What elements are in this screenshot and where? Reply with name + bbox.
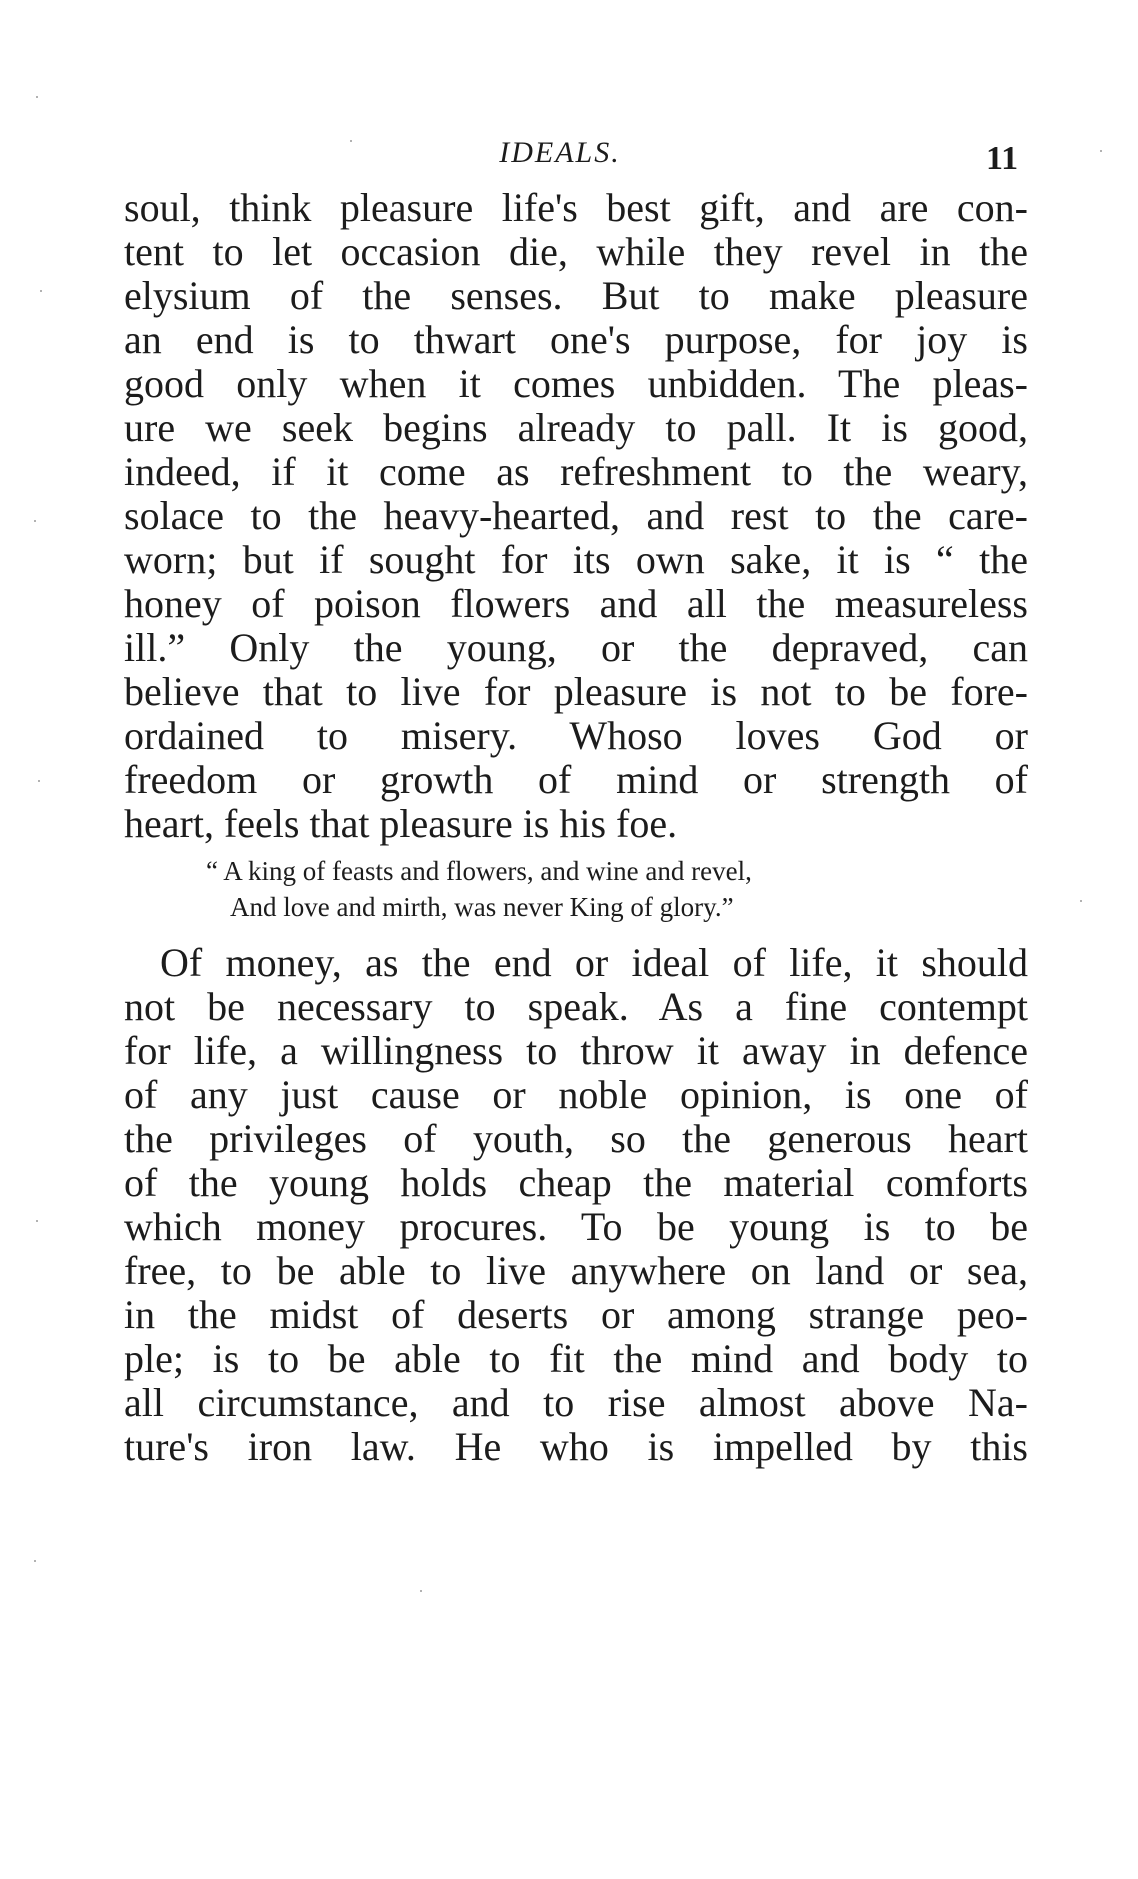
verse-line: And love and mirth, was never King of glory.” [230,892,734,922]
text-line: freedom or growth of mind or strength of [124,757,1028,802]
scan-speck [1100,150,1102,152]
text-line: Of money, as the end or ideal of life, it should [160,940,1028,985]
scan-speck [40,290,42,292]
text-line: an end is to thwart one's purpose, for joy is [124,317,1028,362]
text-line: ill.” Only the young, or the depraved, can [124,625,1028,670]
text-line: ordained to misery. Whoso loves God or [124,713,1028,758]
text-line: honey of poison flowers and all the measureless [124,581,1028,626]
text-line: all circumstance, and to rise almost above Na- [124,1380,1028,1425]
text-line: tent to let occasion die, while they revel in the [124,229,1028,274]
text-line: the privileges of youth, so the generous heart [124,1116,1028,1161]
scan-speck [420,1590,422,1592]
text-line: indeed, if it come as refreshment to the weary, [124,449,1028,494]
text-line: ure we seek begins already to pall. It is good, [124,405,1028,450]
text-line: of any just cause or noble opinion, is one of [124,1072,1028,1117]
text-line: not be necessary to speak. As a fine contempt [124,984,1028,1029]
text-line: which money procures. To be young is to be [124,1204,1028,1249]
scan-speck [1080,900,1082,902]
running-title: IDEALS. [499,136,621,169]
text-line: for life, a willingness to throw it away in defence [124,1028,1028,1073]
scan-speck [34,1560,36,1562]
scan-speck [38,780,40,782]
text-line: in the midst of deserts or among strange peo- [124,1292,1028,1337]
text-line: solace to the heavy-hearted, and rest to the care- [124,493,1028,538]
text-line: ple; is to be able to fit the mind and body to [124,1336,1028,1381]
text-line: free, to be able to live anywhere on land or sea, [124,1248,1028,1293]
text-line: soul, think pleasure life's best gift, and are con- [124,185,1028,230]
scan-speck [36,1220,38,1222]
page-number: 11 [986,140,1019,177]
scan-speck [34,520,36,522]
text-line: ture's iron law. He who is impelled by this [124,1424,1028,1469]
text-line: worn; but if sought for its own sake, it is “ the [124,537,1028,582]
text-line: elysium of the senses. But to make pleasure [124,273,1028,318]
scan-speck [350,140,352,142]
verse-line: “ A king of feasts and flowers, and wine and revel, [206,856,752,886]
text-line: good only when it comes unbidden. The pleas- [124,361,1028,406]
text-line: heart, feels that pleasure is his foe. [124,801,678,846]
text-line: believe that to live for pleasure is not to be fore- [124,669,1028,714]
scan-speck [36,96,38,98]
text-line: of the young holds cheap the material comforts [124,1160,1028,1205]
